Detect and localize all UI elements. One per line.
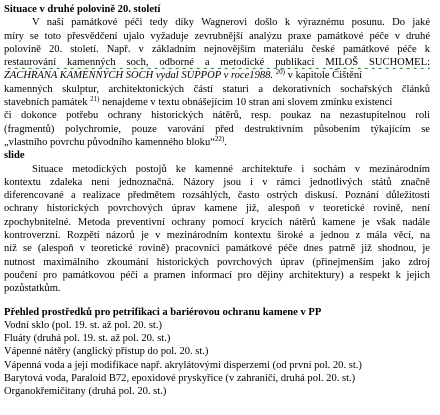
paragraph-line (4, 69, 430, 82)
list-item: Fluáty (druhá pol. 19. st. až pol. 20. st.) (4, 333, 171, 345)
paragraph-line-head: „vlastního povrchu původního kamenného bloku“ (4, 136, 215, 148)
slide-label: slide (4, 150, 25, 162)
paragraph-line: kontextu zdaleka není jednoznačná. Názory jsou i v rámci jednotlivých států značně (4, 176, 430, 188)
paragraph-line-tail: . (224, 136, 227, 148)
paragraph-line: nutnost maximálního zkoumání historických povrchových úprav (přinejmenším jako zdroj (4, 256, 430, 268)
paragraph-line: zpochybnitelné. Metoda preventivní ochrany pomocí krycích nátěrů kamene je však nadále (4, 216, 430, 228)
paragraph-line: ochrany historických povrchových úprav kamene již, alespoň v teoretické rovině, není (4, 203, 430, 215)
paragraph-line: kontroverzní. Rozpětí názorů je v mezinárodním kontextu široké a jednou z mála věcí, na (4, 230, 430, 242)
paragraph-line: diferencované a realizace předmětem rozsáhlých, často ostrých diskusí. Poznání důležitosti (4, 190, 430, 202)
paragraph-line: polovině 20. století. Např. v základním nejnovějším materiálu české památkové péče k (4, 43, 430, 55)
list-item: Vápenné nátěry (anglický přístup do pol. 20. st.) (4, 346, 209, 358)
list-item: Barytová voda, Paraloid B72, epoxidové pryskyřice (v zahraničí, druhá pol. 20. st.) (4, 373, 356, 385)
list-item: Organokřemičitany (druhá pol. 20. st.) (4, 386, 167, 398)
paragraph-line: níž se (alespoň v teoretické rovině) pracovníci památkové péče dnes patrně již shodnou, je (4, 243, 430, 255)
paragraph-line-tail: nenajdeme v textu obnášejícím 10 stran ani slovem zmínku existenci (102, 97, 393, 109)
footnote-ref-20: 20) (275, 69, 286, 77)
petrification-list (4, 319, 430, 399)
paragraph-line: poučení pro památkovou péči a pramen informací pro dějiny architektury) a respekt k jejich (4, 269, 430, 281)
paragraph-line-head: stavebních památek (4, 97, 91, 109)
paragraph-line: V naší památkové péči tedy díky Wagnerovi došlo k výraznému posunu. Do jaké (32, 17, 430, 29)
paragraph-line (4, 96, 430, 109)
paragraph-line: či dokonce potřebu ochrany historických nátěrů, resp. poukaz na nezastupitelnou roli (4, 110, 430, 122)
paragraph-line: (fragmentů) polychromie, pouze varování před destruktivním působením týkajícím se (4, 123, 430, 135)
footnote-ref-21: 21) (90, 96, 100, 104)
document-body (4, 3, 430, 399)
list-item: Vápenná voda a její modifikace např. akrylátovými disperzemi (od první pol. 20. st.) (4, 359, 362, 371)
paragraph-line: pozůstatkům. (4, 283, 61, 295)
paragraph-metodicke-postoje (4, 163, 430, 296)
paragraph-line: kamenných skulptur, architektonických částí staturi a dekorativních sochařských článků (4, 83, 430, 95)
spacer (4, 296, 430, 306)
paragraph-line: restaurování kamenných soch, odborné a metodické publikaci MILOŠ SUCHOMEL: (4, 57, 430, 69)
section-heading-situace: Situace v druhé polovině 20. století (4, 4, 161, 15)
book-title-text: ZACHRANA KAMENNYCH SOCH vydal SUPPOP v roce1988. (4, 70, 276, 82)
paragraph-situace (4, 16, 430, 149)
paragraph-line: Situace metodických postojů ke kamenné architektuře i sochám v mezinárodním (32, 163, 430, 175)
section-heading-prehled: Přehled prostředků pro petrifikaci a bariérovou ochranu kamene v PP (4, 306, 322, 318)
paragraph-line (4, 136, 430, 149)
list-item: Vodní sklo (pol. 19. st. až pol. 20. st.) (4, 319, 163, 331)
paragraph-line-tail: v kapitole Čištění (287, 70, 363, 82)
footnote-ref-22: 22) (214, 135, 225, 143)
paragraph-line: míry se toto přesvědčení ujalo vyžaduje zevrubnější analýzu praxe památkové péče v druhé (4, 30, 430, 42)
